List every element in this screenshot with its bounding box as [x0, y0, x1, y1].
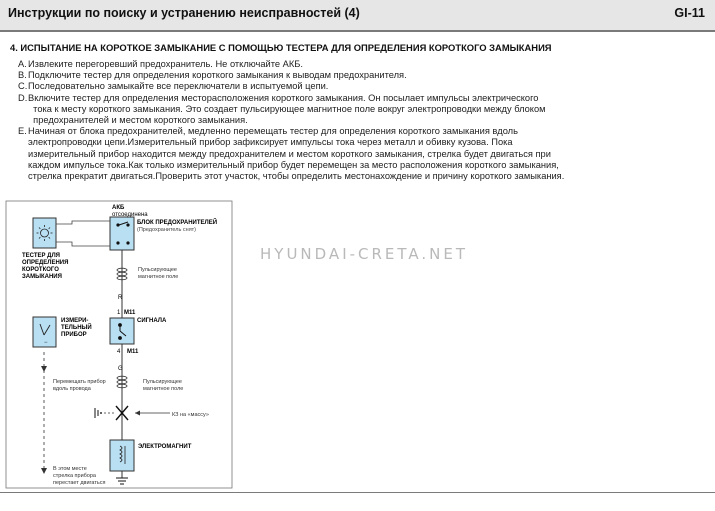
fuse-block-box — [110, 217, 134, 250]
meter-label-1: ИЗМЕРИ- — [61, 318, 89, 324]
pulse-field-1-line-1: Пульсирующее — [138, 267, 177, 273]
page-code: GI-11 — [674, 6, 705, 20]
stop-note-line-1: В этом месте — [53, 466, 87, 472]
step-text: Извлеките перегоревший предохранитель. Не отключайте АКБ. — [28, 59, 303, 69]
short-circuit-label: КЗ на «массу» — [172, 412, 209, 418]
meter-label-2: ТЕЛЬНЫЙ — [61, 325, 92, 331]
move-note-line-1: Перемещать прибор — [53, 379, 106, 385]
step-text: тока к месту короткого замыкания. Это создает пульсирующее магнитное поле вокруг электропроводки между блоком — [28, 103, 546, 114]
tester-label-2: ОПРЕДЕЛЕНИЯ — [22, 260, 69, 266]
step-letter: A. — [18, 59, 27, 69]
page-title: Инструкции по поиску и устранению неисправностей (4) — [8, 6, 360, 20]
connector-top: M11 — [124, 310, 136, 316]
meter-label-3: ПРИБОР — [61, 332, 87, 338]
stop-note-line-3: перестает двигаться — [53, 480, 106, 486]
section-title: 4. ИСПЫТАНИЕ НА КОРОТКОЕ ЗАМЫКАНИЕ С ПОМОЩЬЮ ТЕСТЕРА ДЛЯ ОПРЕДЕЛЕНИЯ КОРОТКОГО ЗАМЫКАНИЯ — [10, 42, 552, 53]
step-letter: E. — [18, 126, 27, 137]
step-text: измерительный прибор находится между предохранителем и местом короткого замыкания, стрелка будет двигаться при — [28, 148, 551, 159]
electromagnet-label: ЭЛЕКТРОМАГНИТ — [138, 444, 192, 450]
wire-color-g: G — [118, 366, 123, 372]
tester-label-3: КОРОТКОГО — [22, 267, 59, 273]
connector-bottom: M11 — [127, 349, 139, 355]
step-text: Начиная от блока предохранителей, медленно перемещать тестер для определения короткого замыкания вдоль — [28, 126, 518, 137]
pin-bottom: 4 — [117, 349, 121, 355]
battery-status-label: отсоединена — [112, 212, 148, 218]
step-text: Подключите тестер для определения короткого замыкания к выводам предохранителя. — [28, 70, 407, 81]
step-text: электропроводки цепи.Измерительный прибор зафиксирует импульсы тока через металл и обивку кузова. Пока — [28, 137, 513, 148]
step-text: предохранителей и местом короткого замыкания. — [28, 115, 248, 126]
watermark: HYUNDAI-CRETA.NET — [260, 245, 469, 263]
tester-label-1: ТЕСТЕР ДЛЯ — [22, 253, 60, 259]
pulse-field-2-line-1: Пульсирующее — [143, 379, 182, 385]
fuse-block-sub-label: (Предохранитель снят) — [137, 227, 197, 233]
wire-color-r: R — [118, 295, 123, 301]
ground-bottom-symbol — [116, 478, 128, 484]
signal-switch-box — [110, 318, 134, 344]
svg-text:−: − — [44, 340, 48, 346]
stop-note-line-2: стрелка прибора — [53, 473, 96, 479]
battery-label: АКБ — [112, 205, 125, 211]
step-text: Включите тестер для определения месторасположения короткого замыкания. Он посылает импульсы электрического — [28, 92, 539, 103]
signal-label: СИГНАЛА — [137, 318, 167, 324]
step-text: стрелка прекратит двигаться.Проверить этот участок, чтобы определить местонахождение и причину короткого замыкания. — [28, 171, 565, 182]
pulse-field-1-line-2: магнитное поле — [138, 274, 179, 280]
step-letter: D. — [18, 92, 28, 103]
pin-top: 1 — [117, 310, 121, 316]
step-text: Последовательно замыкайте все переключатели в испытуемой цепи. — [28, 81, 329, 92]
pulse-field-2-line-2: магнитное поле — [143, 386, 184, 392]
footer-divider — [0, 492, 715, 493]
tester-label-4: ЗАМЫКАНИЯ — [22, 274, 62, 280]
step-text: каждом импульсе тока.Как только измерительный прибор будет перемещен за место расположения короткого замыкания, — [28, 159, 559, 170]
step-letter: C. — [18, 81, 28, 92]
fuse-block-label: БЛОК ПРЕДОХРАНИТЕЛЕЙ — [137, 220, 218, 226]
step-letter: B. — [18, 70, 27, 81]
tester-box — [33, 218, 56, 248]
move-note-line-2: вдоль провода — [53, 386, 91, 392]
